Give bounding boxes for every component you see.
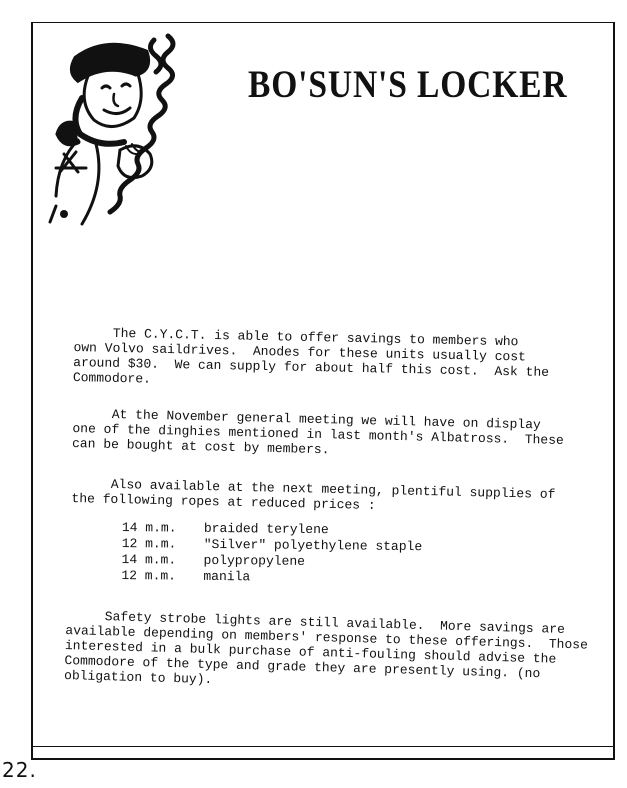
- paragraph-ropes-intro: Also available at the next meeting, plentiful supplies of the following ropes at reduced prices :: [71, 476, 556, 513]
- paragraph-anodes: The C.Y.C.T. is able to offer savings to members who own Volvo saildrives. Anodes for these units usually cost around $30. We can supply for about half this cost. Ask the Commodore.: [72, 325, 550, 387]
- rope-size: 14 m.m.: [121, 551, 177, 568]
- bottom-rule: [31, 746, 613, 747]
- rope-name: "Silver" polyethylene staple: [203, 536, 423, 555]
- rope-name: manila: [203, 568, 251, 585]
- rope-name: braided terylene: [203, 520, 329, 538]
- list-item: [121, 568, 422, 587]
- rope-size: 12 m.m.: [121, 535, 177, 552]
- rope-size: 14 m.m.: [121, 520, 177, 536]
- paragraph-dinghies: At the November general meeting we will have on display one of the dinghies mentioned in last month's Albatross. These can be bought at cost by members.: [71, 406, 564, 458]
- sailor-with-rope-illustration: [36, 28, 186, 228]
- paragraph-closing: Safety strobe lights are still available. More savings are available depending on members' response to these offerings. Those interested in a bulk purchase of anti-fouling should advise the Commodore of the type and grade they are presently using. (no obligation to buy).: [63, 608, 589, 688]
- rope-size: 12 m.m.: [121, 567, 177, 584]
- rope-list: [121, 520, 422, 587]
- page-number: 22.: [2, 758, 37, 782]
- page-title: BO'SUN'S LOCKER: [248, 63, 568, 106]
- rope-name: polypropylene: [203, 552, 306, 569]
